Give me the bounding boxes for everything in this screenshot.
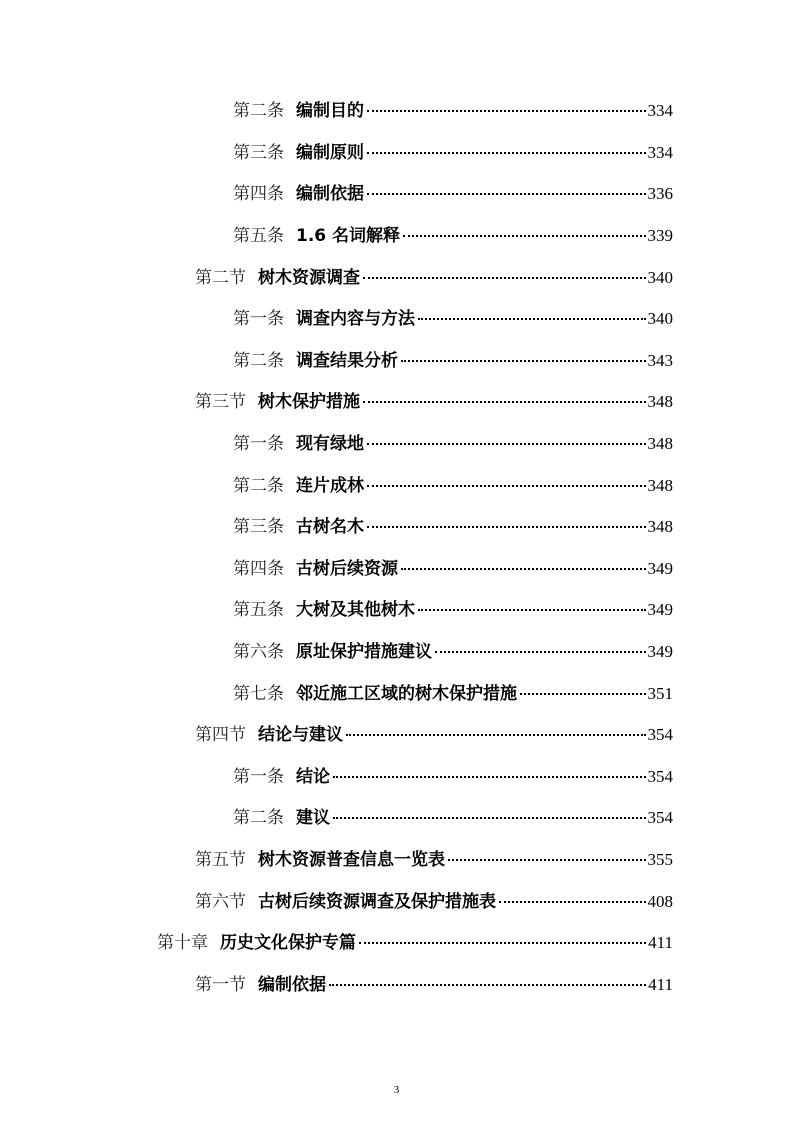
toc-entry-label: 第一条	[233, 309, 284, 330]
toc-entry-page: 339	[647, 226, 673, 246]
toc-entry-label: 第二节	[195, 267, 246, 288]
toc-entry[interactable]	[0, 296, 793, 338]
toc-entry-title: 1.6 名词解释	[296, 226, 401, 247]
toc-entry[interactable]	[0, 213, 793, 255]
toc-entry[interactable]	[0, 670, 793, 712]
toc-leader-dots	[401, 568, 646, 570]
toc-entry-page: 343	[647, 350, 673, 370]
toc-entry-page: 348	[647, 434, 673, 454]
table-of-contents	[0, 88, 793, 1003]
toc-entry-title: 树木保护措施	[258, 392, 360, 413]
toc-entry[interactable]	[0, 504, 793, 546]
toc-leader-dots	[329, 984, 646, 986]
toc-entry-label: 第五节	[195, 849, 246, 870]
toc-leader-dots	[367, 443, 646, 445]
toc-entry-page: 334	[647, 101, 673, 121]
toc-leader-dots	[333, 817, 646, 819]
toc-entry-page: 354	[647, 808, 673, 828]
toc-entry-page: 411	[648, 974, 673, 994]
toc-entry-label: 第六条	[233, 642, 284, 663]
toc-entry-page: 340	[647, 267, 673, 287]
toc-entry-label: 第二条	[233, 101, 284, 122]
toc-entry[interactable]	[0, 88, 793, 130]
toc-entry-title: 调查内容与方法	[296, 309, 415, 330]
toc-entry-page: 348	[647, 392, 673, 412]
toc-entry-label: 第三条	[233, 517, 284, 538]
toc-entry[interactable]	[0, 338, 793, 380]
toc-entry-label: 第三节	[195, 392, 246, 413]
toc-entry-page: 336	[647, 184, 673, 204]
toc-entry-page: 408	[647, 891, 673, 911]
toc-entry[interactable]	[0, 837, 793, 879]
toc-entry[interactable]	[0, 171, 793, 213]
toc-entry-title: 连片成林	[296, 475, 364, 496]
toc-entry[interactable]	[0, 130, 793, 172]
toc-leader-dots	[520, 693, 646, 695]
toc-leader-dots	[367, 526, 646, 528]
toc-entry[interactable]	[0, 462, 793, 504]
toc-leader-dots	[363, 277, 646, 279]
toc-leader-dots	[403, 235, 645, 237]
toc-entry-label: 第一条	[233, 434, 284, 455]
toc-entry-label: 第二条	[233, 475, 284, 496]
toc-entry-label: 第二条	[233, 808, 284, 829]
toc-entry-page: 348	[647, 517, 673, 537]
toc-leader-dots	[359, 942, 646, 944]
toc-entry-title: 结论与建议	[258, 725, 343, 746]
toc-entry-page: 354	[647, 725, 673, 745]
toc-entry-label: 第四条	[233, 558, 284, 579]
toc-entry-title: 历史文化保护专篇	[220, 933, 356, 954]
toc-leader-dots	[448, 859, 646, 861]
toc-leader-dots	[418, 609, 646, 611]
toc-entry[interactable]	[0, 795, 793, 837]
toc-entry-title: 编制目的	[296, 101, 364, 122]
toc-entry-title: 古树后续资源	[296, 558, 398, 579]
toc-entry-label: 第二条	[233, 350, 284, 371]
toc-entry-title: 结论	[296, 766, 330, 787]
toc-entry-label: 第三条	[233, 142, 284, 163]
toc-entry-label: 第六节	[195, 891, 246, 912]
toc-entry[interactable]	[0, 379, 793, 421]
toc-leader-dots	[401, 360, 646, 362]
toc-entry-title: 调查结果分析	[296, 350, 398, 371]
toc-entry[interactable]	[0, 629, 793, 671]
toc-entry-label: 第五条	[233, 600, 284, 621]
toc-entry-label: 第四条	[233, 184, 284, 205]
toc-entry-title: 编制依据	[258, 974, 326, 995]
toc-entry-label: 第一节	[195, 974, 246, 995]
toc-entry-title: 邻近施工区域的树木保护措施	[296, 683, 517, 704]
toc-entry-label: 第四节	[195, 725, 246, 746]
toc-entry-page: 349	[647, 642, 673, 662]
toc-entry-page: 349	[647, 600, 673, 620]
toc-entry[interactable]	[0, 421, 793, 463]
toc-leader-dots	[367, 152, 646, 154]
toc-entry-title: 树木资源调查	[258, 267, 360, 288]
toc-entry-page: 355	[647, 849, 673, 869]
toc-entry-label: 第一条	[233, 766, 284, 787]
toc-leader-dots	[499, 901, 646, 903]
toc-entry-page: 351	[647, 683, 673, 703]
toc-leader-dots	[333, 776, 646, 778]
toc-entry[interactable]	[0, 920, 793, 962]
toc-entry-title: 原址保护措施建议	[296, 642, 432, 663]
toc-entry[interactable]	[0, 712, 793, 754]
toc-entry-page: 411	[648, 933, 673, 953]
toc-entry-title: 古树后续资源调查及保护措施表	[258, 891, 496, 912]
toc-entry-title: 大树及其他树木	[296, 600, 415, 621]
toc-entry[interactable]	[0, 546, 793, 588]
toc-leader-dots	[363, 401, 646, 403]
toc-leader-dots	[367, 485, 646, 487]
toc-entry-title: 建议	[296, 808, 330, 829]
page-number: 3	[393, 1084, 400, 1096]
toc-leader-dots	[367, 110, 646, 112]
toc-entry-label: 第五条	[233, 226, 284, 247]
toc-leader-dots	[367, 193, 646, 195]
toc-entry-page: 334	[647, 142, 673, 162]
toc-leader-dots	[435, 651, 646, 653]
toc-entry-page: 354	[647, 766, 673, 786]
toc-entry-page: 349	[647, 558, 673, 578]
toc-entry[interactable]	[0, 878, 793, 920]
toc-entry[interactable]	[0, 961, 793, 1003]
toc-entry-title: 现有绿地	[296, 434, 364, 455]
toc-entry-title: 编制依据	[296, 184, 364, 205]
toc-entry-label: 第十章	[157, 933, 208, 954]
toc-entry-title: 树木资源普查信息一览表	[258, 849, 445, 870]
toc-entry-page: 348	[647, 475, 673, 495]
toc-entry-page: 340	[647, 309, 673, 329]
toc-entry-title: 编制原则	[296, 142, 364, 163]
toc-leader-dots	[346, 734, 646, 736]
toc-entry[interactable]	[0, 754, 793, 796]
toc-entry-label: 第七条	[233, 683, 284, 704]
toc-entry-title: 古树名木	[296, 517, 364, 538]
toc-entry[interactable]	[0, 254, 793, 296]
toc-entry[interactable]	[0, 587, 793, 629]
toc-leader-dots	[418, 318, 646, 320]
